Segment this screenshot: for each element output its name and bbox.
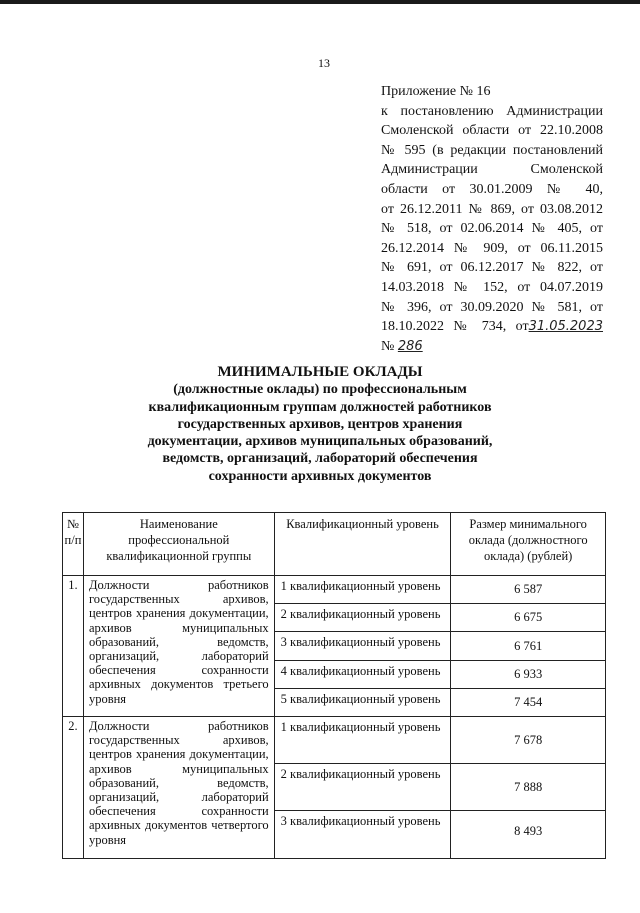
document-heading [120,364,520,485]
salary-cell: 7 678 [451,717,606,764]
level-cell: 3 квалификационный уровень [274,632,451,661]
appendix-line-dated [381,317,603,337]
salary-cell: 6 933 [451,661,606,689]
header-num: № п/п [63,513,84,576]
page-number: 13 [318,56,330,70]
level-cell: 3 квалификационный уровень [274,811,451,859]
table-row [63,576,606,604]
heading-line: государственных архивов, центров хранения [177,416,463,432]
heading-line: документации, архивов муниципальных образований, [147,434,493,450]
appendix-line: Приложение № 16 [381,84,491,99]
level-cell: 2 квалификационный уровень [274,604,451,632]
group-number: 2. [63,717,84,859]
salary-cell: 7 454 [451,689,606,717]
handwritten-date: 31.05.2023 [528,319,603,335]
appendix-line: 18.10.2022 № 734, от [381,319,529,335]
appendix-line: № 396, от 30.09.2020 № 581, от [381,299,603,315]
document-title: МИНИМАЛЬНЫЕ ОКЛАДЫ [217,364,423,380]
group-name: Должности работников государственных архивов, центров хранения документации, архивов муниципальных образований, ведомств, организаций, лабораторий обеспечения сохранности архивных документов третьего уровня [83,576,274,717]
number-sign: № [381,338,395,354]
appendix-line: Администрации Смоленской [381,162,603,178]
appendix-line: № 518, от 02.06.2014 № 405, от [381,221,603,237]
heading-line: (должностные оклады) по профессиональным [173,382,467,398]
level-cell: 5 квалификационный уровень [274,689,451,717]
heading-line: ведомств, организаций, лабораторий обеспечения [162,451,478,467]
salary-cell: 6 675 [451,604,606,632]
top-edge-bar [0,0,640,4]
appendix-block [381,82,603,356]
appendix-line: к постановлению Администрации [381,103,603,119]
salary-cell: 8 493 [451,811,606,859]
appendix-line: 14.03.2018 № 152, от 04.07.2019 [381,279,603,295]
level-cell: 2 квалификационный уровень [274,764,451,811]
salary-cell: 6 587 [451,576,606,604]
table-header-row [63,513,606,576]
header-name: Наименование профессиональной квалификационной группы [83,513,274,576]
level-cell: 1 квалификационный уровень [274,576,451,604]
appendix-line-number [381,337,603,357]
table-row [63,717,606,764]
group-number: 1. [63,576,84,717]
appendix-line: от 26.12.2011 № 869, от 03.08.2012 [381,201,603,217]
appendix-line: № 691, от 06.12.2017 № 822, от [381,260,603,276]
salary-table [62,512,606,859]
heading-line: квалификационным группам должностей работников [148,399,492,415]
appendix-line: области от 30.01.2009 № 40, [381,181,603,197]
group-name: Должности работников государственных архивов, центров хранения документации, архивов муниципальных образований, ведомств, организаций, лабораторий обеспечения сохранности архивных документов четвертого уровня [83,717,274,859]
salary-cell: 6 761 [451,632,606,661]
handwritten-number: 286 [397,338,423,354]
appendix-line: № 595 (в редакции постановлений [381,142,603,158]
level-cell: 1 квалификационный уровень [274,717,451,764]
header-level: Квалификационный уровень [274,513,451,576]
heading-line: сохранности архивных документов [208,468,432,484]
header-salary: Размер минимального оклада (должностного оклада) (рублей) [451,513,606,576]
level-cell: 4 квалификационный уровень [274,661,451,689]
appendix-line: 26.12.2014 № 909, от 06.11.2015 [381,240,603,256]
salary-cell: 7 888 [451,764,606,811]
appendix-line: Смоленской области от 22.10.2008 [381,123,603,139]
